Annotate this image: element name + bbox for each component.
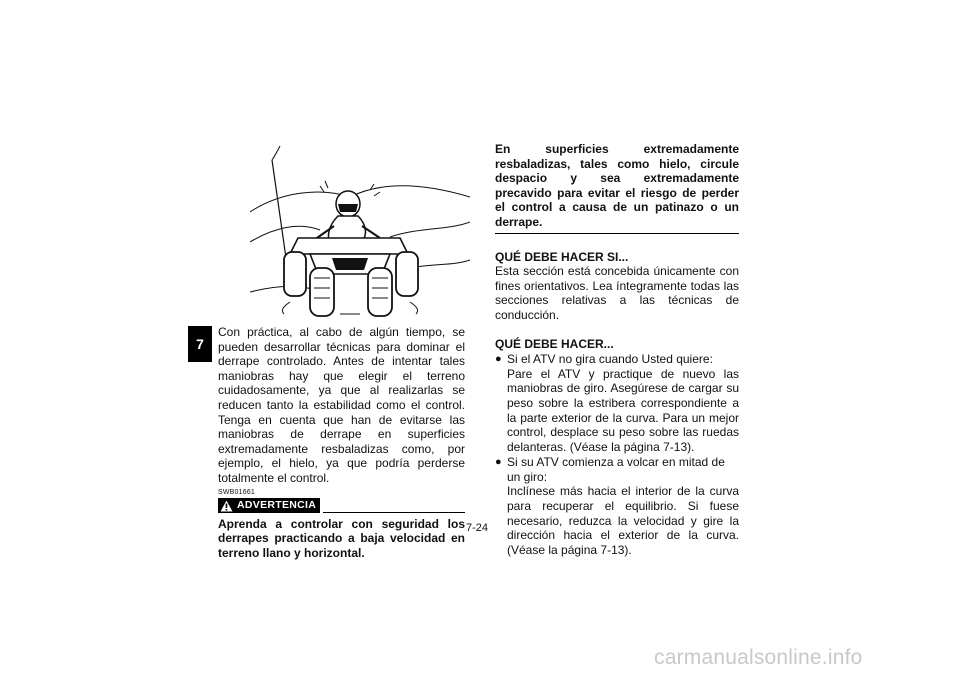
warning-badge [218, 498, 320, 513]
page-number: 7-24 [466, 522, 489, 534]
list-item [495, 352, 739, 454]
body-paragraph: Con práctica, al cabo de algún tiempo, se pueden desarrollar técnicas para dominar el derrape controlado. Antes de intentar tales maniobras hay que elegir el terreno cuidadosamente, ya que al realizarlas se reducen tanto la estabilidad como el control. Tenga en cuenta que han de evitarse las maniobras de derrape en superficies extremadamente resbaladizas como, por ejemplo, el hielo, ya que podría perderse totalmente el control. [218, 325, 465, 485]
watermark: carmanualsonline.info [654, 646, 863, 669]
left-column [218, 325, 465, 560]
list-item [495, 455, 739, 557]
bullet-icon: ● [495, 353, 502, 366]
bullet-icon: ● [495, 456, 502, 469]
list-item-title: Si su ATV comienza a volcar en mitad de un giro: [507, 455, 725, 484]
warning-triangle-icon [220, 500, 233, 512]
intro-paragraph: Esta sección está concebida únicamente con fines orientativos. Lea íntegramente todas las secciones relativas a las técnicas de conducción. [495, 264, 739, 322]
atv-rider-illustration [250, 142, 470, 320]
list-item-body: Inclínese más hacia el interior de la curva para recuperar el equilibrio. Si fuese necesario, reduzca la velocidad y gire la dirección hacia el exterior de la curva. (Véase la página 7-13). [507, 484, 739, 557]
section-heading-what-to-do: QUÉ DEBE HACER... [495, 336, 614, 351]
warning-code: SWB01661 [218, 488, 256, 496]
section-heading-what-to-do-if: QUÉ DEBE HACER SI... [495, 249, 629, 264]
warning-label: ADVERTENCIA [237, 499, 317, 512]
list-item-title: Si el ATV no gira cuando Usted quiere: [507, 352, 713, 367]
warning-header [218, 498, 465, 514]
caution-text: En superficies extremadamente resbaladizas, tales como hielo, circule despacio y sea extremadamente precavido para evitar el riesgo de perder el control a causa de un patinazo o un derrape. [495, 142, 739, 234]
warning-text: Aprenda a controlar con seguridad los derrapes practicando a baja velocidad en terreno llano y horizontal. [218, 516, 465, 560]
right-column [495, 142, 739, 557]
list-item-body: Pare el ATV y practique de nuevo las maniobras de giro. Asegúrese de cargar su peso sobre la estribera correspondiente a la parte exterior de la curva. Para un mejor control, desplace su peso sobre las ruedas delanteras. (Véase la página 7-13). [507, 366, 739, 454]
warning-rule [323, 512, 465, 513]
section-tab: 7 [188, 326, 212, 362]
